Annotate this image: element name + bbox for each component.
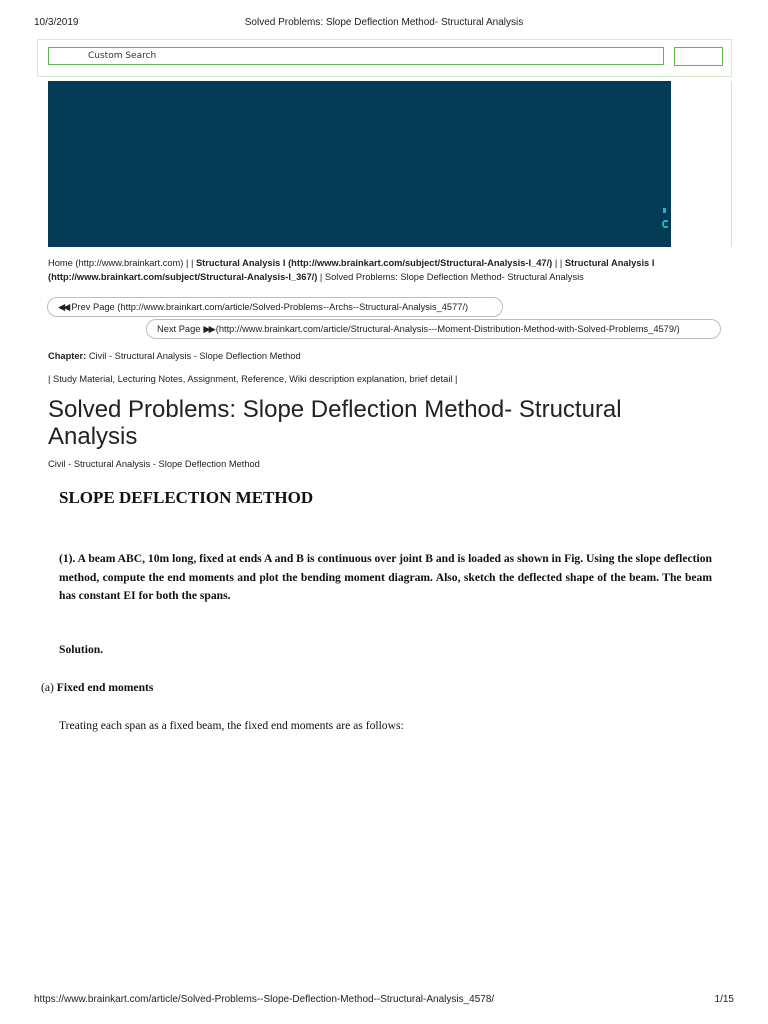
chapter-line — [48, 351, 301, 361]
breadcrumb-current: Solved Problems: Slope Deflection Method- Structural Analysis — [324, 271, 584, 282]
next-page-url: (http://www.brainkart.com/article/Structural-Analysis---Moment-Distribution-Method-with-Solved-Problems_4579/) — [215, 324, 680, 334]
double-right-arrow-icon: ▶▶ — [203, 324, 214, 334]
fixed-end-prefix: (a) — [41, 681, 57, 694]
double-left-arrow-icon: ◀◀ — [58, 302, 69, 312]
breadcrumb-separator: | | — [183, 258, 196, 268]
search-input[interactable]: Custom Search — [48, 47, 664, 65]
banner-ad[interactable] — [48, 81, 671, 247]
breadcrumb-separator: | | — [552, 258, 565, 268]
prev-page-button[interactable] — [47, 297, 503, 317]
fixed-end-label: Fixed end moments — [56, 681, 154, 694]
problem-statement: (1). A beam ABC, 10m long, fixed at ends A and B is continuous over joint B and is loaded as shown in Fig. Using the slope deflection method, compute the end moments and plot the bending moment diagram. Also, sketch the deflected shape of the beam. The beam has constant EI for both the spans. — [59, 552, 712, 602]
solution-label: Solution. — [59, 643, 104, 656]
body-paragraph: Treating each span as a fixed beam, the fixed end moments are as follows: — [59, 719, 404, 732]
sidebar-divider — [731, 81, 732, 247]
breadcrumb — [48, 257, 708, 284]
section-heading: SLOPE DEFLECTION METHOD — [59, 488, 314, 507]
chapter-label: Chapter: — [48, 351, 87, 361]
search-bar — [37, 39, 732, 77]
search-button[interactable] — [674, 47, 723, 66]
next-page-label: Next Page — [157, 324, 201, 334]
page-subtitle: Civil - Structural Analysis - Slope Deflection Method — [48, 459, 260, 469]
fixed-end-moments-heading — [41, 681, 153, 694]
next-page-button[interactable] — [146, 319, 721, 339]
print-date: 10/3/2019 — [34, 17, 79, 28]
print-title: Solved Problems: Slope Deflection Method- Structural Analysis — [244, 17, 524, 28]
print-page-number: 1/15 — [714, 994, 734, 1005]
breadcrumb-separator: | — [317, 271, 325, 282]
breadcrumb-subject-link[interactable]: Structural Analysis I (http://www.brainkart.com/subject/Structural-Analysis-I_47/) — [195, 258, 553, 268]
breadcrumb-subject-link-2[interactable]: Structural Analysis I (http://www.brainkart.com/subject/Structural-Analysis-I_367/) — [48, 258, 655, 282]
page-title: Solved Problems: Slope Deflection Method- Structural Analysis — [48, 396, 622, 450]
chapter-value[interactable]: Civil - Structural Analysis - Slope Deflection Method — [86, 351, 301, 361]
prev-page-label: Prev Page (http://www.brainkart.com/article/Solved-Problems--Archs--Structural-Analysis_4577/) — [71, 302, 469, 312]
print-url: https://www.brainkart.com/article/Solved-Problems--Slope-Deflection-Method--Structural-Analysis_4578/ — [34, 994, 495, 1005]
banner-logo-mark — [662, 208, 667, 236]
print-header — [0, 17, 768, 31]
breadcrumb-home-link[interactable]: Home (http://www.brainkart.com) — [48, 258, 184, 268]
tags-line: | Study Material, Lecturing Notes, Assignment, Reference, Wiki description explanation, brief detail | — [48, 374, 458, 384]
